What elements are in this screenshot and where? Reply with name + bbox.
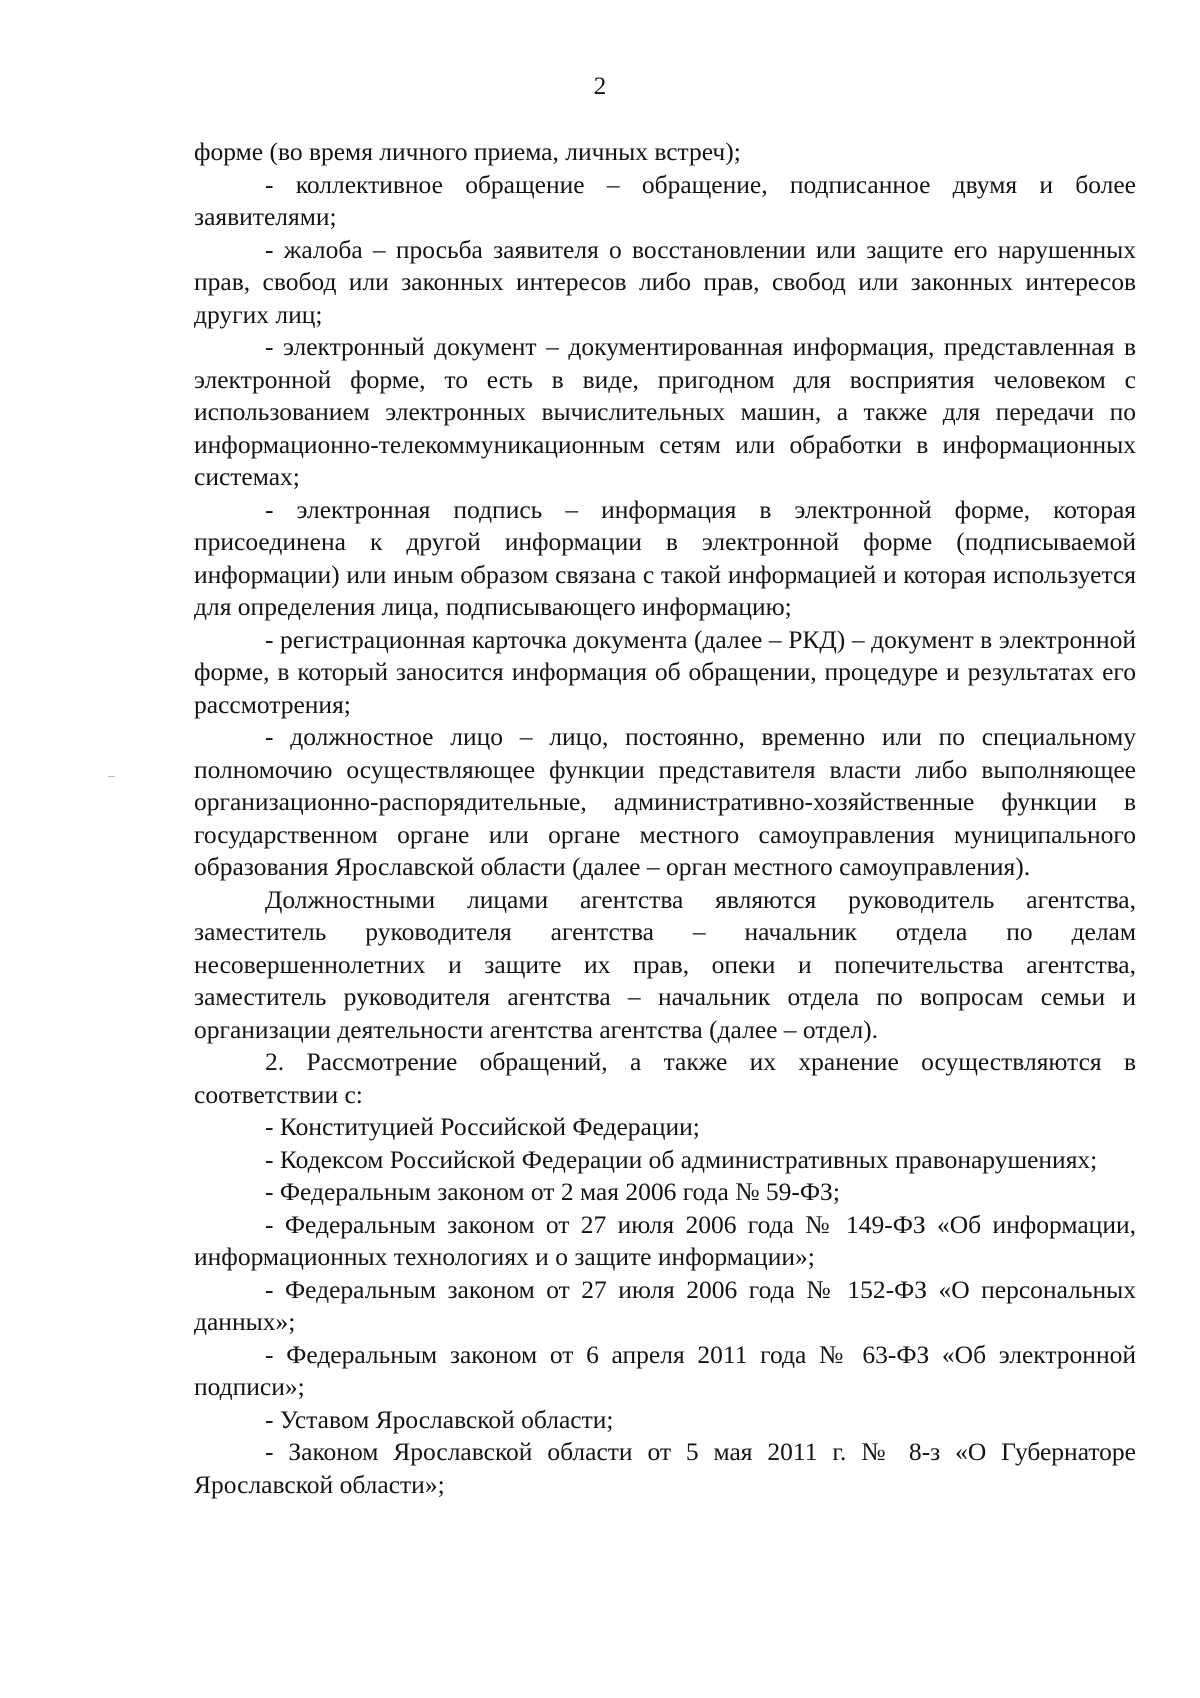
page-number: 2 bbox=[593, 73, 607, 100]
margin-mark bbox=[108, 776, 115, 777]
paragraph-official: - должностное лицо – лицо, постоянно, временно или по специальному полномочию осуществляющее функции представителя власти либо выполняющее организационно-распорядительные, административно-хозяйственные функции в государственном органе или органе местного самоуправления муниципального образования Ярославской области (далее – орган местного самоуправления). bbox=[194, 722, 1136, 881]
paragraph-electronic-signature: - электронная подпись – информация в электронной форме, которая присоединена к другой информации в электронной форме (подписываемой информации) или иным образом связана с такой информацией и которая используется для определения лица, подписывающего информацию; bbox=[194, 494, 1136, 621]
paragraph-charter: - Уставом Ярославской области; bbox=[265, 1404, 614, 1434]
paragraph-law-59fz: - Федеральным законом от 2 мая 2006 года № 59-ФЗ; bbox=[265, 1177, 840, 1206]
paragraph-agency-officials: Должностными лицами агентства являются руководитель агентства, заместитель руководителя агентства – начальник отдела по делам несовершеннолетних и защите их прав, опеки и попечительства агентства, заместитель руководителя агентства – начальник отдела по вопросам семьи и организации деятельности агентства агентства (далее – отдел). bbox=[194, 884, 1136, 1044]
paragraph-complaint: - жалоба – просьба заявителя о восстановлении или защите его нарушенных прав, свобод или законных интересов либо прав, свобод или законных интересов других лиц; bbox=[194, 234, 1136, 329]
paragraph-law-152fz: - Федеральным законом от 27 июля 2006 года № 152-ФЗ «О персональных данных»; bbox=[194, 1274, 1136, 1336]
document-body bbox=[194, 136, 1136, 1501]
paragraph-continuation: форме (во время личного приема, личных встреч); bbox=[194, 137, 741, 166]
paragraph-collective-appeal: - коллективное обращение – обращение, подписанное двумя и более заявителями; bbox=[194, 169, 1136, 231]
paragraph-constitution: - Конституцией Российской Федерации; bbox=[265, 1112, 700, 1141]
paragraph-section-2: 2. Рассмотрение обращений, а также их хранение осуществляются в соответствии с: bbox=[194, 1047, 1136, 1109]
paragraph-governor-law: - Законом Ярославской области от 5 мая 2011 г. № 8-з «О Губернаторе Ярославской области»; bbox=[194, 1437, 1136, 1499]
paragraph-law-149fz: - Федеральным законом от 27 июля 2006 года № 149-ФЗ «Об информации, информационных технологиях и о защите информации»; bbox=[194, 1209, 1136, 1271]
paragraph-law-63fz: - Федеральным законом от 6 апреля 2011 года № 63-ФЗ «Об электронной подписи»; bbox=[194, 1339, 1136, 1401]
paragraph-registration-card: - регистрационная карточка документа (далее – РКД) – документ в электронной форме, в который заносится информация об обращении, процедуре и результатах его рассмотрения; bbox=[194, 624, 1136, 719]
paragraph-electronic-document: - электронный документ – документированная информация, представленная в электронной форме, то есть в виде, пригодном для восприятия человеком с использованием электронных вычислительных машин, а также для передачи по информационно-телекоммуникационным сетям или обработки в информационных системах; bbox=[194, 332, 1136, 491]
paragraph-administrative-code: - Кодексом Российской Федерации об административных правонарушениях; bbox=[265, 1144, 1098, 1174]
